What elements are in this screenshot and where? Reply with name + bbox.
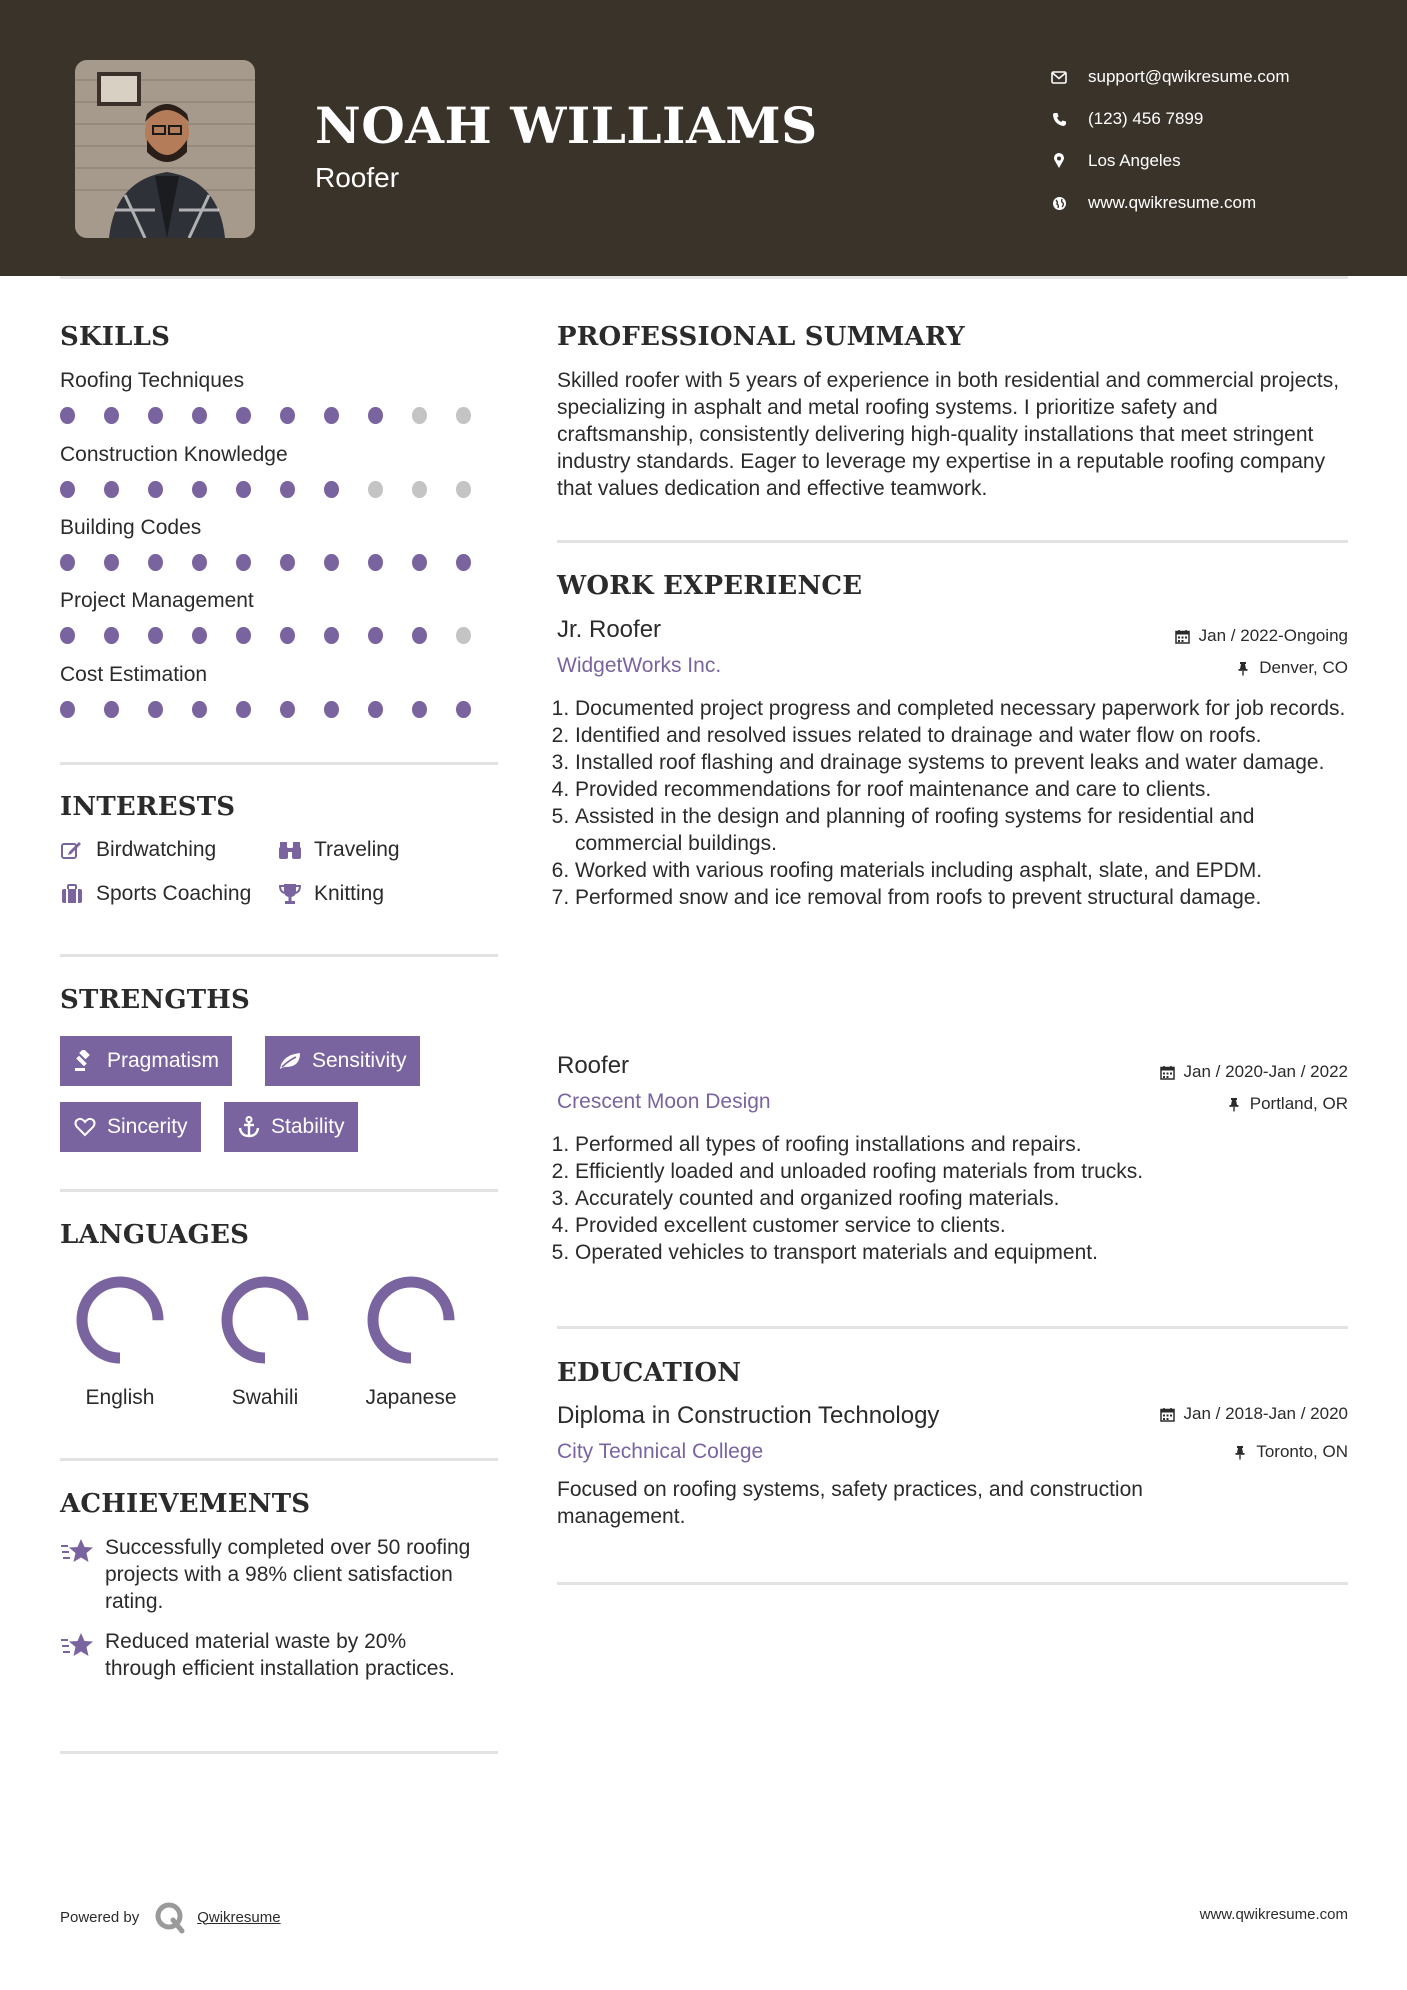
rating-dot-filled xyxy=(368,701,383,718)
rating-dot-empty xyxy=(456,481,471,498)
experience-heading: WORK EXPERIENCE xyxy=(557,571,863,601)
rating-dot-filled xyxy=(412,627,427,644)
summary-text: Skilled roofer with 5 years of experience in both residential and commercial projects, specializing in asphalt and metal roofing systems. I prioritize safety and craftsmanship, consistently delivering high-quality installations that meet stringent industry standards. Eager to leverage my expertise in a reputable roofing company that values dedication and effective teamwork. xyxy=(557,369,1340,500)
pushpin-icon xyxy=(1232,1444,1248,1460)
rating-dot-filled xyxy=(236,701,251,718)
language-progress-arc xyxy=(82,1282,158,1358)
skill-item xyxy=(60,586,500,644)
job-duty: 7. Performed snow and ice removal from roofs to prevent structural damage. xyxy=(575,884,1357,911)
contact-email[interactable] xyxy=(1050,56,1390,98)
calendar-icon xyxy=(1160,1064,1176,1080)
rating-dot-filled xyxy=(148,701,163,718)
rating-dot-filled xyxy=(368,627,383,644)
rating-dot-filled xyxy=(324,407,339,424)
summary-heading: PROFESSIONAL SUMMARY xyxy=(557,322,965,352)
resume-header xyxy=(0,0,1407,276)
interest-item xyxy=(60,838,216,862)
rating-dot-filled xyxy=(104,481,119,498)
rating-dot-filled xyxy=(104,554,119,571)
strengths-divider xyxy=(60,1189,498,1192)
globe-icon xyxy=(1050,194,1068,212)
skill-label: Project Management xyxy=(60,589,254,612)
leaf-icon xyxy=(278,1049,302,1073)
language-item xyxy=(351,1268,471,1410)
education-location-text: Toronto, ON xyxy=(1256,1442,1348,1461)
pushpin-icon xyxy=(1235,660,1251,676)
skill-rating xyxy=(60,554,500,571)
language-progress-arc xyxy=(227,1282,303,1358)
rating-dot-filled xyxy=(104,701,119,718)
rating-dot-filled xyxy=(456,554,471,571)
strength-badge xyxy=(60,1102,201,1152)
rating-dot-filled xyxy=(324,701,339,718)
education-description: Focused on roofing systems, safety practices, and construction management. xyxy=(557,1478,1143,1528)
skill-rating xyxy=(60,481,500,498)
header-divider xyxy=(60,276,1348,279)
rating-dot-filled xyxy=(148,627,163,644)
job-location xyxy=(1226,1094,1348,1114)
skills-divider xyxy=(60,762,498,765)
rating-dot-filled xyxy=(324,627,339,644)
job-duty: 5. Operated vehicles to transport materials and equipment. xyxy=(575,1239,1357,1266)
company-name: WidgetWorks Inc. xyxy=(557,654,722,677)
job-duty: 4. Provided excellent customer service to clients. xyxy=(575,1212,1357,1239)
job-duty: 4. Provided recommendations for roof maintenance and care to clients. xyxy=(575,776,1357,803)
heart-icon xyxy=(73,1115,97,1139)
contact-website[interactable] xyxy=(1050,182,1390,224)
language-label: English xyxy=(85,1386,155,1409)
job-dates xyxy=(1175,626,1348,646)
rating-dot-filled xyxy=(412,701,427,718)
rating-dot-filled xyxy=(60,554,75,571)
pushpin-icon xyxy=(1226,1096,1242,1112)
job-duty: 3. Installed roof flashing and drainage systems to prevent leaks and water damage. xyxy=(575,749,1357,776)
job-location xyxy=(1235,658,1348,678)
profile-photo xyxy=(75,60,255,238)
skill-label: Roofing Techniques xyxy=(60,369,245,392)
strength-badge xyxy=(60,1036,232,1086)
qwikresume-logo-icon xyxy=(153,1900,187,1934)
job-title: Roofer xyxy=(557,1052,630,1079)
languages-divider xyxy=(60,1458,498,1461)
achievement-item xyxy=(60,1534,480,1615)
job-location-text: Portland, OR xyxy=(1249,1094,1348,1113)
rating-dot-empty xyxy=(368,481,383,498)
job-duty: 6. Worked with various roofing materials including asphalt, slate, and EPDM. xyxy=(575,857,1357,884)
rating-dot-filled xyxy=(280,407,295,424)
achievement-item xyxy=(60,1628,480,1682)
candidate-role: Roofer xyxy=(315,162,400,193)
job-duty: 3. Accurately counted and organized roofing materials. xyxy=(575,1185,1357,1212)
skill-item xyxy=(60,660,500,718)
language-item xyxy=(60,1268,180,1410)
calendar-icon xyxy=(1175,628,1191,644)
language-progress-arc xyxy=(373,1282,449,1358)
strength-label: Pragmatism xyxy=(107,1049,220,1072)
rating-dot-filled xyxy=(280,554,295,571)
rating-dot-filled xyxy=(236,407,251,424)
calendar-icon xyxy=(1160,1406,1176,1422)
skill-label: Construction Knowledge xyxy=(60,443,288,466)
education-divider xyxy=(557,1582,1348,1585)
star-rating-icon xyxy=(60,1631,94,1661)
contact-phone[interactable] xyxy=(1050,98,1390,140)
education-dates xyxy=(1160,1404,1348,1424)
rating-dot-filled xyxy=(236,627,251,644)
candidate-name: NOAH WILLIAMS xyxy=(315,96,818,155)
school-name: City Technical College xyxy=(557,1440,764,1463)
powered-by-text: Powered by xyxy=(60,1908,140,1926)
rating-dot-filled xyxy=(324,554,339,571)
rating-dot-empty xyxy=(456,407,471,424)
rating-dot-filled xyxy=(280,701,295,718)
language-item xyxy=(205,1268,325,1410)
interest-item xyxy=(278,838,400,862)
strengths-heading: STRENGTHS xyxy=(60,985,251,1015)
rating-dot-filled xyxy=(236,481,251,498)
strength-label: Sincerity xyxy=(107,1115,188,1138)
skill-rating xyxy=(60,701,500,718)
rating-dot-filled xyxy=(192,627,207,644)
contact-list xyxy=(1050,56,1390,224)
job-dates xyxy=(1160,1062,1348,1082)
job-location-text: Denver, CO xyxy=(1259,658,1348,677)
map-pin-icon xyxy=(1050,152,1068,170)
binoculars-icon xyxy=(278,838,302,862)
strength-label: Sensitivity xyxy=(312,1049,407,1072)
strength-label: Stability xyxy=(271,1115,345,1138)
qwikresume-link[interactable]: Qwikresume xyxy=(197,1908,281,1926)
degree-title: Diploma in Construction Technology xyxy=(557,1402,940,1429)
job-duty: 2. Efficiently loaded and unloaded roofing materials from trucks. xyxy=(575,1158,1357,1185)
skills-heading: SKILLS xyxy=(60,322,171,352)
rating-dot-filled xyxy=(192,554,207,571)
achievement-text: Reduced material waste by 20% through efficient installation practices. xyxy=(105,1630,455,1680)
rating-dot-filled xyxy=(280,627,295,644)
rating-dot-filled xyxy=(148,481,163,498)
job-dates-text: Jan / 2022-Ongoing xyxy=(1198,626,1348,645)
briefcase-icon xyxy=(60,882,84,906)
job-duty: 1. Documented project progress and completed necessary paperwork for job records. xyxy=(575,695,1357,722)
rating-dot-filled xyxy=(192,481,207,498)
rating-dot-empty xyxy=(456,627,471,644)
footer-powered-by xyxy=(60,1900,281,1934)
rating-dot-filled xyxy=(60,627,75,644)
language-label: Swahili xyxy=(231,1386,299,1409)
skill-rating xyxy=(60,407,500,424)
contact-email-text: support@qwikresume.com xyxy=(1088,67,1290,86)
skill-item xyxy=(60,366,500,424)
footer-website[interactable]: www.qwikresume.com xyxy=(1199,1906,1348,1923)
job-duties-list xyxy=(557,1131,1357,1266)
interest-item xyxy=(60,882,251,906)
education-dates-text: Jan / 2018-Jan / 2020 xyxy=(1183,1404,1348,1423)
achievements-heading: ACHIEVEMENTS xyxy=(60,1489,311,1519)
skill-item xyxy=(60,440,500,498)
job-duty: 1. Performed all types of roofing installations and repairs. xyxy=(575,1131,1357,1158)
job-dates-text: Jan / 2020-Jan / 2022 xyxy=(1183,1062,1348,1081)
skill-label: Cost Estimation xyxy=(60,663,208,686)
education-heading: EDUCATION xyxy=(557,1358,742,1388)
summary-divider xyxy=(557,540,1348,543)
envelope-icon xyxy=(1050,68,1068,86)
languages-heading: LANGUAGES xyxy=(60,1220,250,1250)
job-title: Jr. Roofer xyxy=(557,616,662,643)
job-duties-list xyxy=(557,695,1357,911)
contact-website-text: www.qwikresume.com xyxy=(1088,193,1257,212)
education-location xyxy=(1232,1442,1348,1462)
rating-dot-filled xyxy=(192,407,207,424)
skill-rating xyxy=(60,627,500,644)
interest-label: Knitting xyxy=(314,882,385,905)
rating-dot-filled xyxy=(456,701,471,718)
gavel-icon xyxy=(73,1049,97,1073)
achievements-divider xyxy=(60,1751,498,1754)
strength-badge xyxy=(224,1102,358,1152)
language-label: Japanese xyxy=(365,1386,457,1409)
job-duty: 2. Identified and resolved issues related to drainage and water flow on roofs. xyxy=(575,722,1357,749)
rating-dot-filled xyxy=(324,481,339,498)
trophy-icon xyxy=(278,882,302,906)
rating-dot-filled xyxy=(104,407,119,424)
rating-dot-filled xyxy=(148,407,163,424)
pencil-square-icon xyxy=(60,838,84,862)
star-rating-icon xyxy=(60,1537,94,1567)
rating-dot-filled xyxy=(104,627,119,644)
language-progress-ring xyxy=(359,1268,463,1372)
interests-heading: INTERESTS xyxy=(60,792,236,822)
rating-dot-filled xyxy=(60,407,75,424)
language-progress-ring xyxy=(213,1268,317,1372)
rating-dot-empty xyxy=(412,481,427,498)
rating-dot-filled xyxy=(192,701,207,718)
rating-dot-filled xyxy=(60,701,75,718)
experience-divider xyxy=(557,1326,1348,1329)
achievement-text: Successfully completed over 50 roofing projects with a 98% client satisfaction rating. xyxy=(105,1536,471,1613)
interests-divider xyxy=(60,954,498,957)
anchor-icon xyxy=(237,1115,261,1139)
rating-dot-filled xyxy=(236,554,251,571)
skill-label: Building Codes xyxy=(60,516,202,539)
interest-label: Birdwatching xyxy=(96,838,217,861)
contact-location-text: Los Angeles xyxy=(1088,151,1181,170)
rating-dot-empty xyxy=(412,407,427,424)
skill-item xyxy=(60,513,500,571)
strength-badge xyxy=(265,1036,420,1086)
interest-label: Traveling xyxy=(314,838,400,861)
language-progress-ring xyxy=(68,1268,172,1372)
company-name: Crescent Moon Design xyxy=(557,1090,771,1113)
rating-dot-filled xyxy=(368,554,383,571)
contact-phone-text: (123) 456 7899 xyxy=(1088,109,1204,128)
interest-label: Sports Coaching xyxy=(96,882,252,905)
rating-dot-filled xyxy=(412,554,427,571)
rating-dot-filled xyxy=(60,481,75,498)
rating-dot-filled xyxy=(280,481,295,498)
interest-item xyxy=(278,882,384,906)
rating-dot-filled xyxy=(148,554,163,571)
rating-dot-filled xyxy=(368,407,383,424)
contact-location xyxy=(1050,140,1390,182)
phone-icon xyxy=(1050,110,1068,128)
job-duty: 5. Assisted in the design and planning of roofing systems for residential and commercial buildings. xyxy=(575,803,1357,857)
